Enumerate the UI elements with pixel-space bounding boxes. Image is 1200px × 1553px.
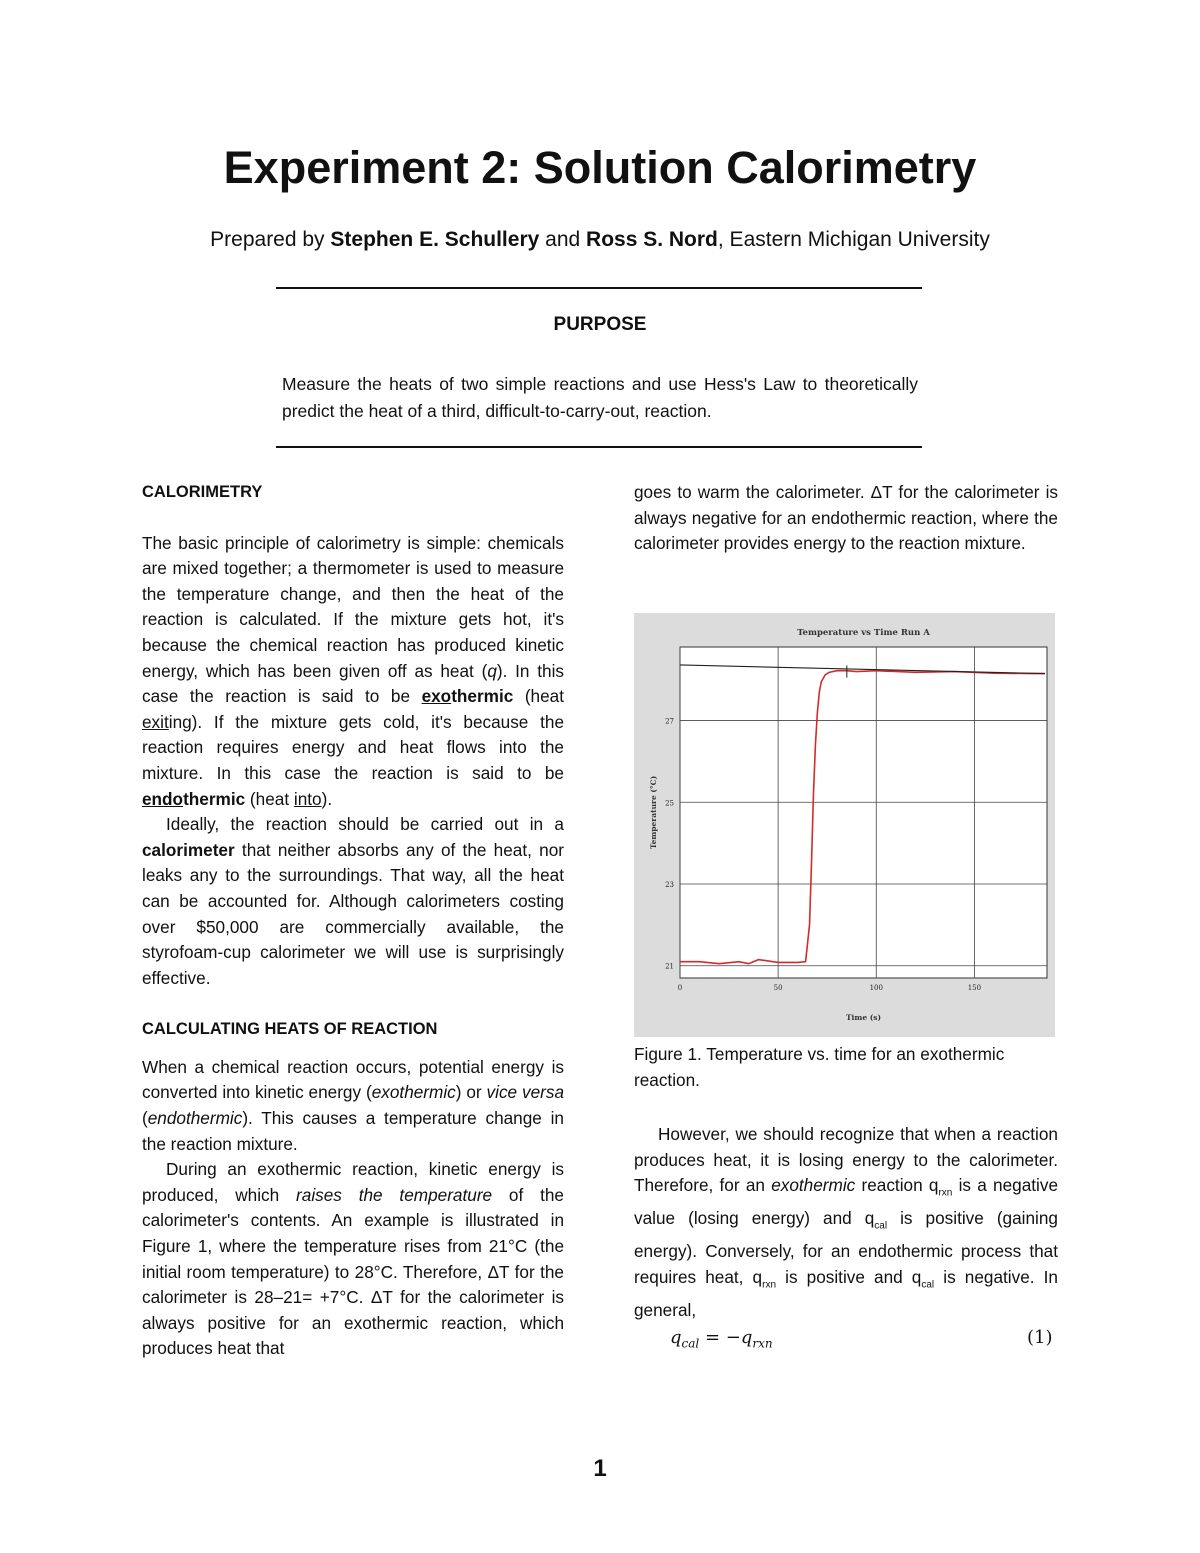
plot-area <box>680 647 1047 978</box>
figure-1 <box>634 613 1055 1037</box>
calorimetry-paragraph-2: Ideally, the reaction should be carried out in a calorimeter that neither absorbs any of the heat, nor leaks any to the surroundings. That way, all the heat can be accounted for. Although calorimeters costing over $50,000 are commercially available, the styrofoam-cup calorimeter we will use is surprisingly effective. <box>142 814 564 988</box>
temperature-chart <box>634 613 1055 1037</box>
author-nord: Ross S. Nord <box>586 228 718 251</box>
right-column-bottom <box>634 1122 1058 1323</box>
y-axis-label: Temperature (°C) <box>649 775 658 850</box>
heats-paragraph-1: When a chemical reaction occurs, potential energy is converted into kinetic energy (exothermic) or vice versa (endothermic). This causes a temperature change in the reaction mixture. <box>142 1056 565 1154</box>
equation-number: (1) <box>1027 1327 1053 1348</box>
top-divider <box>276 287 922 289</box>
x-tick-label: 0 <box>677 984 683 992</box>
x-axis-label: Time (s) <box>845 1013 882 1022</box>
purpose-text: Measure the heats of two simple reactions and use Hess's Law to theoretically predict the heat of a third, difficult-to-carry-out, reaction. <box>282 374 918 421</box>
page-title: Experiment 2: Solution Calorimetry <box>223 142 977 193</box>
purpose-heading: PURPOSE <box>553 314 647 335</box>
affiliation: , Eastern Michigan University <box>717 228 990 251</box>
y-tick-label: 21 <box>665 962 674 971</box>
chart-title: Temperature vs Time Run A <box>797 628 930 638</box>
y-tick-label: 27 <box>665 717 674 726</box>
sign-convention-paragraph: However, we should recognize that when a reaction produces heat, it is losing energy to the calorimeter. Therefore, for an exothermic reaction $q_{rxn}$ is a negative value (losing energy) and $q_{cal}$ is positive (gaining energy). Conversely, for an endothermic process that requires heat, $q_{rxn}$ is positive and $q_{cal}$ is negative. In general, <box>634 1124 1059 1320</box>
x-tick-label: 100 <box>869 984 883 992</box>
y-tick-label: 25 <box>665 799 674 808</box>
byline: Prepared by Stephen E. Schullery and Ross S. Nord, Eastern Michigan University <box>210 228 990 251</box>
x-tick-label: 150 <box>967 984 982 992</box>
x-tick-label: 50 <box>773 984 783 992</box>
author-schullery: Stephen E. Schullery <box>330 228 540 251</box>
page-number: 1 <box>593 1455 607 1482</box>
right-column-top <box>634 480 1058 557</box>
y-tick-label: 23 <box>665 881 674 890</box>
calorimetry-paragraph-1: The basic principle of calorimetry is simple: chemicals are mixed together; a thermometer is used to measure the temperature change, and then the heat of the reaction is calculated. If the mixture gets hot, it's because the chemical reaction has produced kinetic energy, which has been given off as heat (q). In this case the reaction is said to be exothermic (heat exiting). If the mixture gets cold, it's because the reaction requires energy and heat flows into the mixture. In this case the reaction is said to be endothermic (heat into). <box>142 532 565 809</box>
equation-1: $q_{cal} = -q_{rxn}$ <box>670 1327 773 1351</box>
bottom-divider <box>276 446 922 448</box>
left-column <box>142 480 564 1362</box>
calorimetry-heading: CALORIMETRY <box>142 483 263 501</box>
continued-paragraph: goes to warm the calorimeter. ΔT for the calorimeter is always negative for an endothermic reaction, where the calorimeter provides energy to the reaction mixture. <box>634 482 1058 554</box>
heats-paragraph-2: During an exothermic reaction, kinetic energy is produced, which raises the temperature of the calorimeter's contents. An example is illustrated in Figure 1, where the temperature rises from 21°C (the initial room temperature) to 28°C. Therefore, ΔT for the calorimeter is 28–21= +7°C. ΔT for the calorimeter is always positive for an exothermic reaction, which produces heat that <box>142 1159 564 1359</box>
heats-heading: CALCULATING HEATS OF REACTION <box>142 1020 438 1039</box>
figure-caption: Figure 1. Temperature vs. time for an exothermic reaction. <box>634 1044 1005 1090</box>
